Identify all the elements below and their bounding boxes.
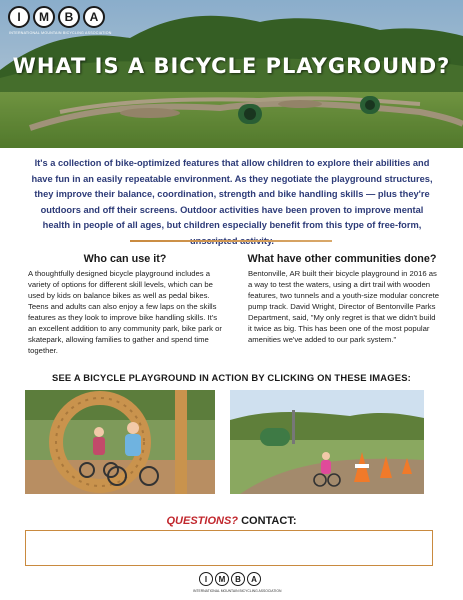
others-heading: What have other communities done? [247, 253, 437, 265]
gallery-caption: SEE A BICYCLE PLAYGROUND IN ACTION BY CLICKING ON THESE IMAGES: [52, 372, 411, 383]
logo-letter: I [8, 6, 30, 28]
logo-letter: A [247, 572, 261, 586]
imba-logo [8, 6, 105, 28]
logo-letter: B [231, 572, 245, 586]
section-divider [130, 240, 332, 242]
footer-imba-logo [199, 572, 261, 586]
who-body: A thoughtfully designed bicycle playground includes a variety of options for different skill levels, which can be used by kids on balance bikes as well as pedal bikes. Teens and adults can also enjoy a few laps on the skills features as they look to improve bike handling skills. It's an excellent addition to any community park, bike park or skatepark, allowing families to gather and spend time together. [28, 269, 222, 355]
others-body: Bentonville, AR built their bicycle playground in 2016 as a way to test the waters, using a dirt trail with wooden features, two tunnels and a youth-size modular concrete pump track. David Wright, Director of Bentonville Parks Department, said, "My only regret is that we didn't build it twice as big. This has been one of the most popular amenities we've added to our park system." [248, 269, 440, 344]
logo-letter: B [58, 6, 80, 28]
page-title: WHAT IS A BICYCLE PLAYGROUND? [12, 54, 451, 78]
logo-letter: A [83, 6, 105, 28]
kids-loop-photo [25, 390, 215, 494]
logo-subtitle: INTERNATIONAL MOUNTAIN BICYCLING ASSOCIATION [9, 31, 112, 35]
intro-text: It's a collection of bike-optimized features that allow children to explore their abilities and have fun in an easily repeatable environment. As they negotiate the playground structures, they improve their balance, coordination, strength and bike handling skills — plus they're outdoors and off their screens. Outdoor activities have been proven to improve mental health in people of all ages, but children especially benefit from this type of free-form, [31, 158, 433, 231]
hero-banner [0, 0, 463, 148]
contact-box[interactable] [25, 530, 433, 566]
who-heading: Who can use it? [83, 253, 167, 265]
contact-heading [0, 515, 463, 527]
playground-photo-link-2[interactable] [230, 390, 424, 494]
intro-section [0, 148, 463, 248]
contact-label: CONTACT: [241, 515, 297, 527]
logo-letter: I [199, 572, 213, 586]
questions-label: QUESTIONS? [166, 515, 239, 527]
footer-logo-subtitle: INTERNATIONAL MOUNTAIN BICYCLING ASSOCIATION [193, 589, 282, 593]
logo-letter: M [33, 6, 55, 28]
playground-photo-link-1[interactable] [25, 390, 215, 494]
kids-course-photo [230, 390, 424, 494]
logo-letter: M [215, 572, 229, 586]
